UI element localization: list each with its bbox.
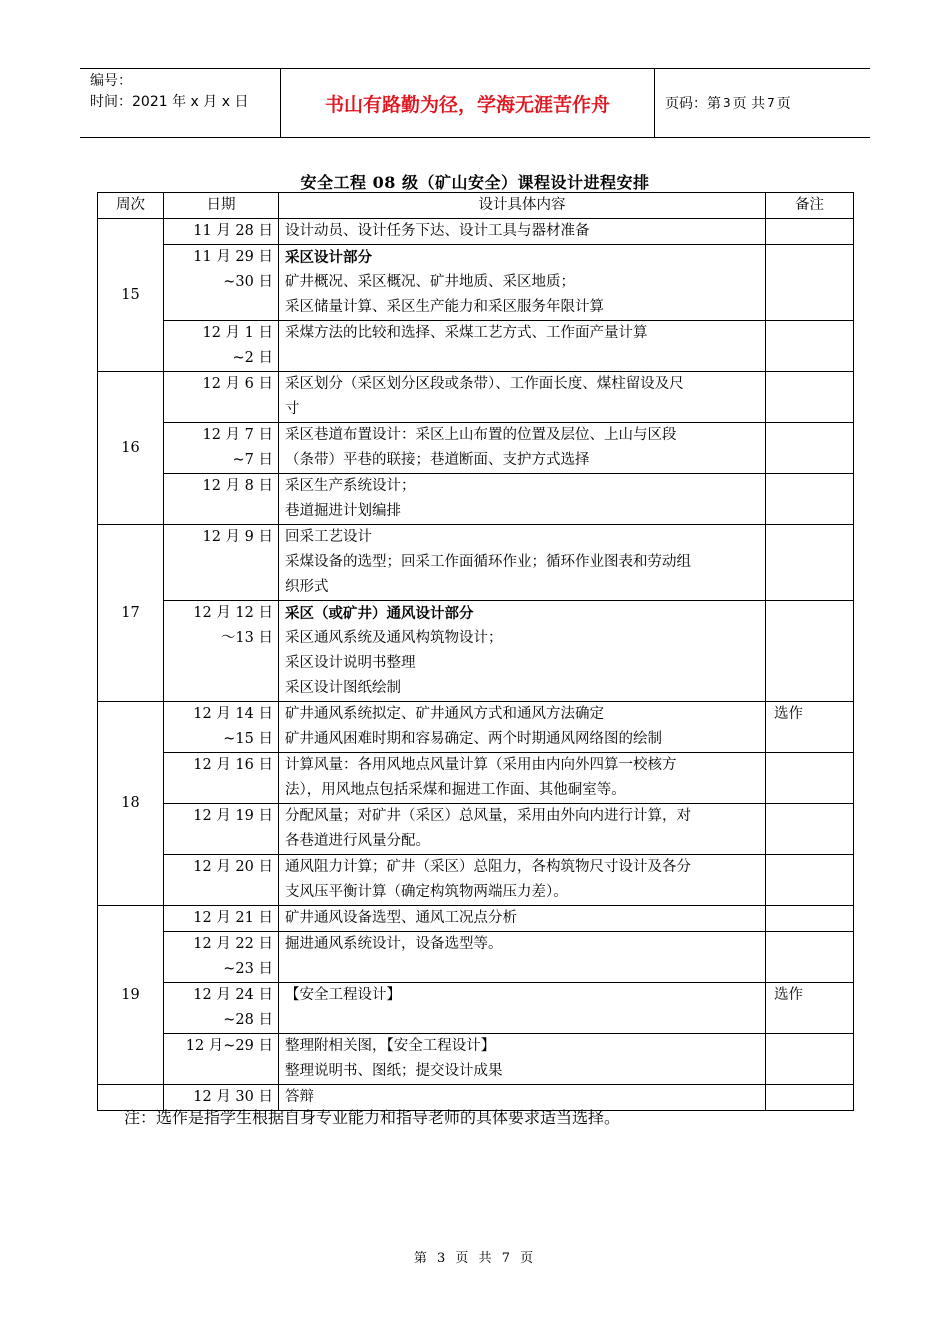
content-cell: 分配风量；对矿井（采区）总风量，采用由外向内进行计算，对 各巷道进行风量分配。 [279,804,766,855]
table-row [98,983,854,1034]
section-heading: 采区设计部分 [285,249,372,266]
content-cell: 采区生产系统设计； 巷道掘进计划编排 [279,474,766,525]
header-week: 周次 [98,193,164,219]
content-cell: 计算风量：各用风地点风量计算（采用由内向外四算一校核方 法），用风地点包括采煤和掘进工作面、其他硐室等。 [279,753,766,804]
remark-cell [766,525,854,601]
remark-cell [766,219,854,245]
date-cell: 11 月 28 日 [164,219,279,245]
document-title: 安全工程 08 级（矿山安全）课程设计进程安排 [300,173,650,192]
table-row [98,474,854,525]
section-heading: 采区（或矿井）通风设计部分 [285,605,474,622]
remark-cell [766,474,854,525]
content-cell: 设计动员、设计任务下达、设计工具与器材准备 [279,219,766,245]
page-suffix: 页 [776,96,791,112]
date-cell: 12 月 9 日 [164,525,279,601]
table-row [98,601,854,702]
content-cell: 采煤方法的比较和选择、采煤工艺方式、工作面产量计算 [279,321,766,372]
table-row [98,906,854,932]
page-mid: 页 共 [732,96,766,112]
content-cell: 采区设计部分 矿井概况、采区概况、矿井地质、采区地质； 采区储量计算、采区生产能力和采区服务年限计算 [279,245,766,321]
table-row [98,219,854,245]
week-cell: 17 [98,525,164,702]
date-cell: 12 月 1 日 ~2 日 [164,321,279,372]
schedule-table [97,192,854,1111]
date-cell: 12 月 14 日 ~15 日 [164,702,279,753]
header-remark: 备注 [766,193,854,219]
table-row [98,753,854,804]
table-row [98,245,854,321]
content-cell: 整理附相关图，【安全工程设计】 整理说明书、图纸；提交设计成果 [279,1034,766,1085]
remark-cell [766,855,854,906]
remark-cell: 选作 [766,983,854,1034]
page-prefix: 页码：第 [665,96,721,112]
remark-cell [766,423,854,474]
date-cell: 12 月 6 日 [164,372,279,423]
date-cell: 11 月 29 日 ~30 日 [164,245,279,321]
date-cell: 12 月 12 日 ～13 日 [164,601,279,702]
header-info [80,69,281,137]
remark-cell [766,372,854,423]
table-header-row [98,193,854,219]
date-cell: 12 月 24 日 ~28 日 [164,983,279,1034]
date-cell: 12 月 19 日 [164,804,279,855]
date-cell: 12 月~29 日 [164,1034,279,1085]
table-row [98,702,854,753]
date-cell: 12 月 21 日 [164,906,279,932]
table-row [98,855,854,906]
remark-cell [766,1034,854,1085]
remark-cell [766,601,854,702]
header-motto: 书山有路勤为径，学海无涯苦作舟 [281,69,655,137]
content-cell: 【安全工程设计】 [279,983,766,1034]
content-cell: 掘进通风系统设计，设备选型等。 [279,932,766,983]
date-cell: 12 月 8 日 [164,474,279,525]
table-row [98,1034,854,1085]
remark-cell [766,932,854,983]
number-label: 编号： [90,73,132,89]
content-cell: 采区（或矿井）通风设计部分 采区通风系统及通风构筑物设计； 采区设计说明书整理 采区设计图纸绘制 [279,601,766,702]
remark-cell [766,321,854,372]
date-cell: 12 月 16 日 [164,753,279,804]
header-page-number [655,69,870,137]
remark-cell [766,906,854,932]
header-content: 设计具体内容 [279,193,766,219]
table-row [98,423,854,474]
date-cell: 12 月 7 日 ~7 日 [164,423,279,474]
header-date: 日期 [164,193,279,219]
content-cell: 矿井通风设备选型、通风工况点分析 [279,906,766,932]
footnote: 注：选作是指学生根据自身专业能力和指导老师的具体要求适当选择。 [124,1108,621,1127]
table-row [98,804,854,855]
date-cell: 12 月 22 日 ~23 日 [164,932,279,983]
remark-cell: 选作 [766,702,854,753]
table-row [98,321,854,372]
page-current: 3 [723,96,731,110]
content-cell: 采区巷道布置设计：采区上山布置的位置及层位、上山与区段 （条带）平巷的联接；巷道断面、支护方式选择 [279,423,766,474]
week-cell: 15 [98,219,164,372]
content-cell: 回采工艺设计 采煤设备的选型；回采工作面循环作业；循环作业图表和劳动组 织形式 [279,525,766,601]
table-row [98,932,854,983]
date-cell: 12 月 30 日 [164,1085,279,1111]
page-footer: 第 3 页 共 7 页 [413,1251,537,1266]
content-cell: 答辩 [279,1085,766,1111]
week-cell: 16 [98,372,164,525]
page-total: 7 [767,96,775,110]
remark-cell [766,245,854,321]
remark-cell [766,804,854,855]
table-row [98,525,854,601]
remark-cell [766,1085,854,1111]
page-header [80,68,870,138]
content-cell: 通风阻力计算；矿井（采区）总阻力，各构筑物尺寸设计及各分 支风压平衡计算（确定构筑物两端压力差）。 [279,855,766,906]
week-cell: 19 [98,906,164,1085]
content-cell: 采区划分（采区划分区段或条带）、工作面长度、煤柱留设及尺 寸 [279,372,766,423]
date-cell: 12 月 20 日 [164,855,279,906]
content-cell: 矿井通风系统拟定、矿井通风方式和通风方法确定 矿井通风困难时期和容易确定、两个时期通风网络图的绘制 [279,702,766,753]
table-row [98,372,854,423]
week-cell: 18 [98,702,164,906]
time-label: 时间：2021 年 x 月 x 日 [90,94,249,110]
remark-cell [766,753,854,804]
